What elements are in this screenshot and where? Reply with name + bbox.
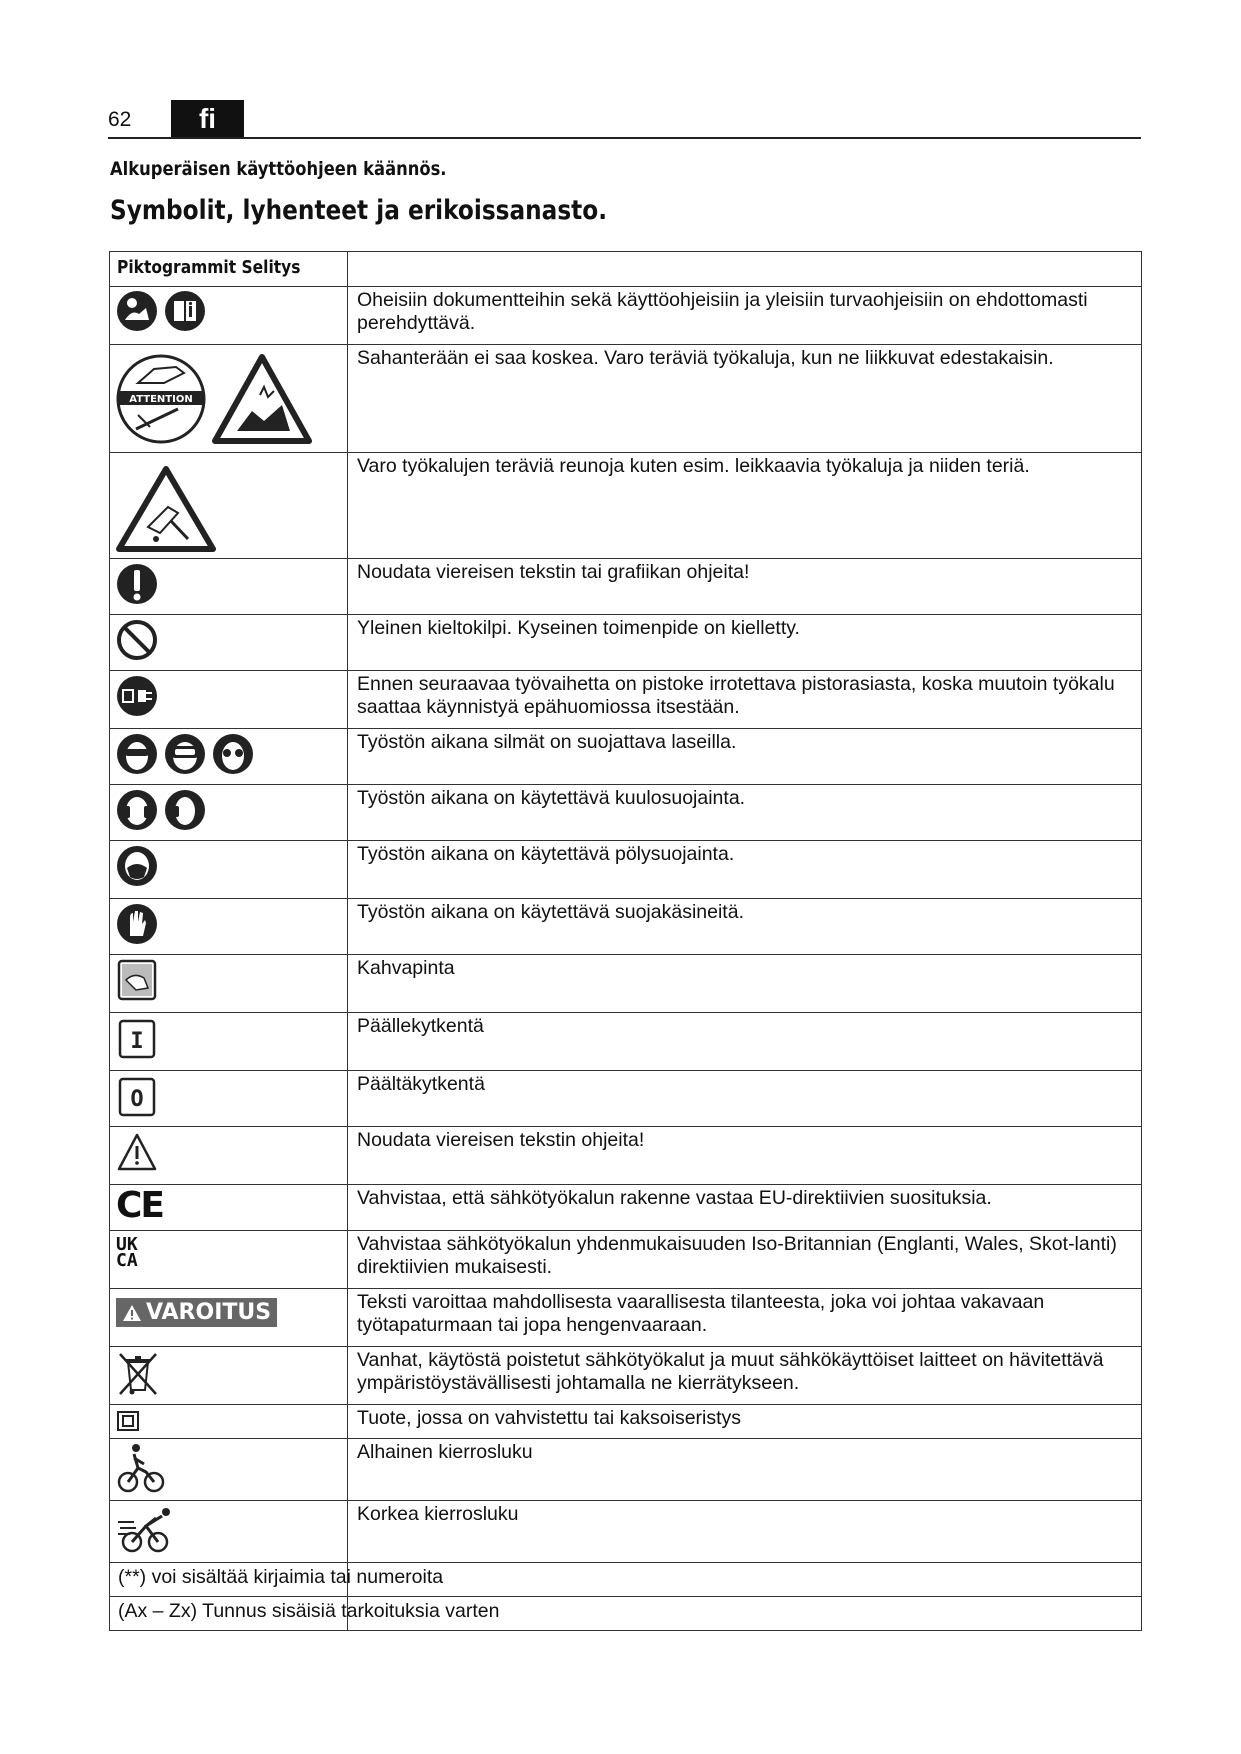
- saw-blade-warning-icons: [116, 353, 341, 445]
- row-description: Yleinen kieltokilpi. Kyseinen toimenpide on kielletty.: [348, 615, 1142, 671]
- language-tab: fi: [171, 100, 244, 137]
- row-description: Oheisiin dokumentteihin sekä käyttöohjeisiin ja yleisiin turvaohjeisiin on ehdottomasti perehdyttävä.: [348, 287, 1142, 345]
- safety-glasses-icon: [212, 732, 254, 776]
- svg-text:I: I: [130, 1029, 144, 1054]
- subtitle: Alkuperäisen käyttöohjeen käännös.: [110, 158, 447, 180]
- table-row: [110, 1231, 1142, 1289]
- table-row: [110, 1439, 1142, 1501]
- table-row: [110, 345, 1142, 453]
- row-description: Sahanterään ei saa koskea. Varo teräviä työkaluja, kun ne liikkuvat edestakaisin.: [348, 345, 1142, 453]
- gloves-icon: [116, 902, 158, 946]
- svg-text:O: O: [130, 1087, 144, 1112]
- table-row: [110, 899, 1142, 955]
- table-row: [110, 559, 1142, 615]
- warning-small-icon: [122, 1304, 142, 1322]
- high-speed-icon: [116, 1504, 174, 1556]
- ear-muffs-icon: [116, 788, 158, 832]
- goggles-icon: [116, 732, 158, 776]
- low-speed-icon: [116, 1442, 166, 1494]
- mandatory-action-icon: [116, 562, 158, 606]
- row-description: Noudata viereisen tekstin ohjeita!: [348, 1127, 1142, 1185]
- read-manual-icons: [116, 290, 341, 332]
- table-footer-row: [110, 1563, 1142, 1597]
- grip-surface-icon: [116, 958, 158, 1002]
- table-row: [110, 1185, 1142, 1231]
- eye-protection-icons: [116, 732, 341, 776]
- warning-triangle-icon: [116, 1130, 158, 1174]
- table-row: [110, 287, 1142, 345]
- footnote-text: (**) voi sisältää kirjaimia tai numeroita: [110, 1563, 348, 1597]
- table-row: [110, 1013, 1142, 1071]
- row-description: Kahvapinta: [348, 955, 1142, 1013]
- row-description: Päällekytkentä: [348, 1013, 1142, 1071]
- ear-protection-icons: [116, 788, 341, 832]
- row-description: Työstön aikana silmät on suojattava laseilla.: [348, 729, 1142, 785]
- footnote-text: (Ax – Zx) Tunnus sisäisiä tarkoituksia varten: [110, 1597, 348, 1631]
- row-description: Noudata viereisen tekstin tai grafiikan ohjeita!: [348, 559, 1142, 615]
- row-description: Työstön aikana on käytettävä kuulosuojainta.: [348, 785, 1142, 841]
- table-row: [110, 785, 1142, 841]
- table-row: [110, 841, 1142, 899]
- table-row: [110, 671, 1142, 729]
- attention-saw-icon: [116, 353, 206, 445]
- table-row: [110, 729, 1142, 785]
- table-footer-row: [110, 1597, 1142, 1631]
- row-description: Tuote, jossa on vahvistettu tai kaksoiseristys: [348, 1405, 1142, 1439]
- ce-mark-icon: CE: [116, 1185, 164, 1226]
- row-description: Ennen seuraavaa työvaihetta on pistoke irrotettava pistorasiasta, koska muutoin työkalu saattaa käynnistyä epähuomiossa itsestään.: [348, 671, 1142, 729]
- row-description: Päältäkytkentä: [348, 1071, 1142, 1127]
- row-description: Varo työkalujen teräviä reunoja kuten esim. leikkaavia työkaluja ja niiden teriä.: [348, 453, 1142, 559]
- read-manual-icon: [116, 290, 158, 332]
- page-title: Symbolit, lyhenteet ja erikoissanasto.: [110, 195, 608, 226]
- table-row: [110, 1071, 1142, 1127]
- row-description: Alhainen kierrosluku: [348, 1439, 1142, 1501]
- dust-mask-icon: [116, 844, 158, 888]
- varoitus-label-icon: VAROITUS: [116, 1298, 277, 1327]
- table-row: [110, 955, 1142, 1013]
- row-description: Työstön aikana on käytettävä pölysuojainta.: [348, 841, 1142, 899]
- table-row: [110, 1127, 1142, 1185]
- page-number: 62: [108, 108, 132, 131]
- symbols-table: [109, 251, 1142, 1631]
- row-description: Työstön aikana on käytettävä suojakäsineitä.: [348, 899, 1142, 955]
- saw-warning-triangle-icon: [212, 353, 312, 445]
- row-description: Vahvistaa sähkötyökalun yhdenmukaisuuden Iso-Britannian (Englanti, Wales, Skot-lanti) direktiivien mukaisesti.: [348, 1231, 1142, 1289]
- table-row: [110, 615, 1142, 671]
- table-row: [110, 1405, 1142, 1439]
- table-row: [110, 1347, 1142, 1405]
- double-insulation-icon: [116, 1410, 140, 1432]
- ear-plugs-icon: [164, 788, 206, 832]
- face-shield-icon: [164, 732, 206, 776]
- svg-text:ATTENTION: ATTENTION: [129, 394, 193, 405]
- row-description: Teksti varoittaa mahdollisesta vaarallisesta tilanteesta, joka voi johtaa vakavaan työtapaturmaan tai jopa hengenvaaraan.: [348, 1289, 1142, 1347]
- table-row: [110, 1501, 1142, 1563]
- weee-bin-icon: [116, 1350, 160, 1398]
- table-header-row: [110, 252, 1142, 287]
- table-row: [110, 453, 1142, 559]
- ukca-mark-icon: UK CA: [116, 1234, 138, 1271]
- table-header-cell: Piktogrammit Selitys: [110, 252, 348, 287]
- unplug-icon: [116, 674, 158, 718]
- switch-off-icon: [116, 1074, 158, 1120]
- table-row: [110, 1289, 1142, 1347]
- prohibition-icon: [116, 618, 158, 662]
- switch-on-icon: [116, 1016, 158, 1062]
- row-description: Vahvistaa, että sähkötyökalun rakenne vastaa EU-direktiivien suosituksia.: [348, 1185, 1142, 1231]
- row-description: Korkea kierrosluku: [348, 1501, 1142, 1563]
- page-header: [108, 100, 1141, 139]
- info-manual-icon: [164, 290, 206, 332]
- sharp-edge-warning-icon: [116, 465, 216, 553]
- row-description: Vanhat, käytöstä poistetut sähkötyökalut ja muut sähkökäyttöiset laitteet on hävitettävä ympäristöystävällisesti johtamalla ne kierrätykseen.: [348, 1347, 1142, 1405]
